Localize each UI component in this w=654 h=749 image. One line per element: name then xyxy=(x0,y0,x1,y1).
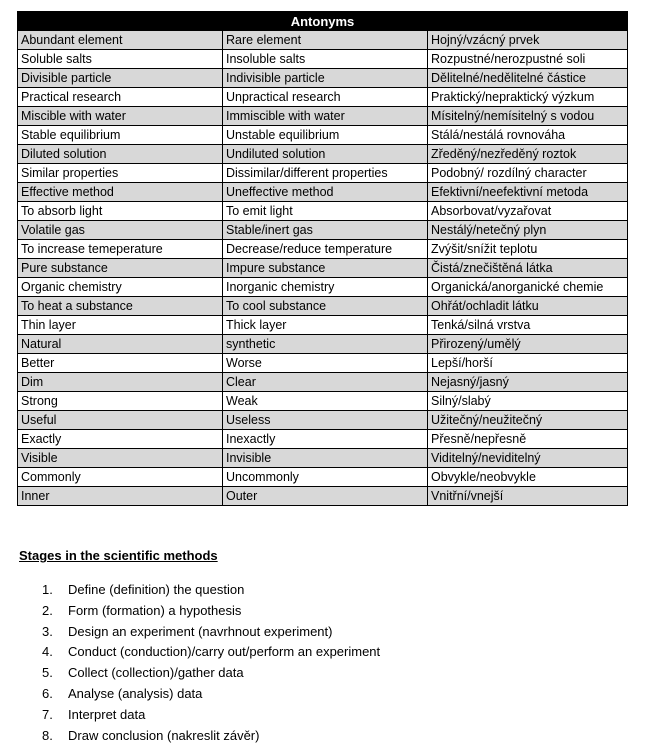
english-antonym-cell: Worse xyxy=(223,354,428,373)
list-item xyxy=(42,642,380,663)
list-item-text: Define (definition) the question xyxy=(68,582,245,597)
list-item-number: 6. xyxy=(42,685,53,701)
english-term-cell: To absorb light xyxy=(18,202,223,221)
english-term-cell: Diluted solution xyxy=(18,145,223,164)
english-term-cell: Inner xyxy=(18,487,223,506)
english-term-cell: Exactly xyxy=(18,430,223,449)
czech-translation-cell: Zvýšit/snížit teplotu xyxy=(428,240,628,259)
table-row xyxy=(18,354,628,373)
czech-translation-cell: Vnitřní/vnejší xyxy=(428,487,628,506)
english-term-cell: To increase temeperature xyxy=(18,240,223,259)
english-term-cell: Divisible particle xyxy=(18,69,223,88)
table-row xyxy=(18,126,628,145)
list-item-number: 3. xyxy=(42,623,53,639)
english-antonym-cell: Weak xyxy=(223,392,428,411)
list-item-number: 8. xyxy=(42,727,53,743)
list-item xyxy=(42,622,380,643)
stages-list xyxy=(42,580,380,746)
czech-translation-cell: Užitečný/neužitečný xyxy=(428,411,628,430)
list-item-text: Conduct (conduction)/carry out/perform an experiment xyxy=(68,644,381,660)
czech-translation-cell: Přesně/nepřesně xyxy=(428,430,628,449)
czech-translation-cell: Dělitelné/nedělitelné částice xyxy=(428,69,628,88)
list-item xyxy=(42,601,380,622)
english-antonym-cell: Unstable equilibrium xyxy=(223,126,428,145)
list-item xyxy=(42,580,380,601)
czech-translation-cell: Nejasný/jasný xyxy=(428,373,628,392)
english-antonym-cell: To emit light xyxy=(223,202,428,221)
table-row xyxy=(18,449,628,468)
table-row xyxy=(18,316,628,335)
list-item xyxy=(42,726,380,747)
list-item-text: Interpret data xyxy=(68,706,146,722)
table-title: Antonyms xyxy=(18,12,628,31)
english-antonym-cell: Inorganic chemistry xyxy=(223,278,428,297)
list-item-text: Collect (collection)/gather data xyxy=(68,665,244,681)
table-row xyxy=(18,221,628,240)
czech-translation-cell: Praktický/nepraktický výzkum xyxy=(428,88,628,107)
english-term-cell: Effective method xyxy=(18,183,223,202)
english-antonym-cell: Uneffective method xyxy=(223,183,428,202)
antonyms-table xyxy=(17,11,628,506)
czech-translation-cell: Mísitelný/nemísitelný s vodou xyxy=(428,107,628,126)
table-row xyxy=(18,373,628,392)
list-item-text: Design an experiment (navrhnout experiment) xyxy=(68,623,333,639)
table-row xyxy=(18,69,628,88)
table-row xyxy=(18,50,628,69)
list-item-text: Analyse (analysis) data xyxy=(68,685,203,701)
table-row xyxy=(18,259,628,278)
english-antonym-cell: Immiscible with water xyxy=(223,107,428,126)
table-row xyxy=(18,487,628,506)
list-item xyxy=(42,684,380,705)
english-antonym-cell: Outer xyxy=(223,487,428,506)
czech-translation-cell: Efektivní/neefektivní metoda xyxy=(428,183,628,202)
list-item-number: 7. xyxy=(42,706,53,722)
czech-translation-cell: Absorbovat/vyzařovat xyxy=(428,202,628,221)
english-term-cell: Soluble salts xyxy=(18,50,223,69)
english-antonym-cell: synthetic xyxy=(223,335,428,354)
list-item-number: 2. xyxy=(42,602,53,618)
table-row xyxy=(18,297,628,316)
table-row xyxy=(18,183,628,202)
english-term-cell: Natural xyxy=(18,335,223,354)
table-row xyxy=(18,240,628,259)
english-term-cell: Similar properties xyxy=(18,164,223,183)
table-row xyxy=(18,392,628,411)
czech-translation-cell: Ohřát/ochladit látku xyxy=(428,297,628,316)
czech-translation-cell: Nestálý/netečný plyn xyxy=(428,221,628,240)
english-antonym-cell: Useless xyxy=(223,411,428,430)
table-row xyxy=(18,430,628,449)
english-antonym-cell: Undiluted solution xyxy=(223,145,428,164)
table-row xyxy=(18,145,628,164)
english-antonym-cell: Clear xyxy=(223,373,428,392)
table-row xyxy=(18,278,628,297)
czech-translation-cell: Organická/anorganické chemie xyxy=(428,278,628,297)
english-term-cell: Miscible with water xyxy=(18,107,223,126)
english-antonym-cell: Inexactly xyxy=(223,430,428,449)
english-term-cell: Useful xyxy=(18,411,223,430)
english-antonym-cell: Impure substance xyxy=(223,259,428,278)
table-row xyxy=(18,411,628,430)
table-row xyxy=(18,335,628,354)
list-item-text: Form (formation) a hypothesis xyxy=(68,602,242,618)
table-row xyxy=(18,31,628,50)
czech-translation-cell: Rozpustné/nerozpustné soli xyxy=(428,50,628,69)
english-term-cell: Commonly xyxy=(18,468,223,487)
english-antonym-cell: Uncommonly xyxy=(223,468,428,487)
english-antonym-cell: Insoluble salts xyxy=(223,50,428,69)
table-body xyxy=(18,31,628,506)
english-term-cell: Better xyxy=(18,354,223,373)
english-term-cell: Strong xyxy=(18,392,223,411)
english-antonym-cell: Dissimilar/different properties xyxy=(223,164,428,183)
list-item xyxy=(42,705,380,726)
english-antonym-cell: Rare element xyxy=(223,31,428,50)
english-antonym-cell: Thick layer xyxy=(223,316,428,335)
list-item-text: Draw conclusion (nakreslit závěr) xyxy=(68,727,260,743)
stages-heading: Stages in the scientific methods xyxy=(19,548,218,563)
czech-translation-cell: Přirozený/umělý xyxy=(428,335,628,354)
czech-translation-cell: Silný/slabý xyxy=(428,392,628,411)
czech-translation-cell: Tenká/silná vrstva xyxy=(428,316,628,335)
english-term-cell: Thin layer xyxy=(18,316,223,335)
english-antonym-cell: Invisible xyxy=(223,449,428,468)
list-item-number: 5. xyxy=(42,665,53,681)
english-antonym-cell: Indivisible particle xyxy=(223,69,428,88)
english-term-cell: Visible xyxy=(18,449,223,468)
table-row xyxy=(18,468,628,487)
english-term-cell: Pure substance xyxy=(18,259,223,278)
english-antonym-cell: Stable/inert gas xyxy=(223,221,428,240)
table-row xyxy=(18,164,628,183)
english-antonym-cell: Decrease/reduce temperature xyxy=(223,240,428,259)
list-item-number: 4. xyxy=(42,644,53,660)
english-term-cell: Dim xyxy=(18,373,223,392)
english-antonym-cell: Unpractical research xyxy=(223,88,428,107)
czech-translation-cell: Viditelný/neviditelný xyxy=(428,449,628,468)
czech-translation-cell: Stálá/nestálá rovnováha xyxy=(428,126,628,145)
english-term-cell: To heat a substance xyxy=(18,297,223,316)
english-term-cell: Practical research xyxy=(18,88,223,107)
czech-translation-cell: Obvykle/neobvykle xyxy=(428,468,628,487)
czech-translation-cell: Hojný/vzácný prvek xyxy=(428,31,628,50)
table-row xyxy=(18,88,628,107)
english-term-cell: Organic chemistry xyxy=(18,278,223,297)
english-term-cell: Abundant element xyxy=(18,31,223,50)
table-row xyxy=(18,107,628,126)
czech-translation-cell: Podobný/ rozdílný character xyxy=(428,164,628,183)
list-item-number: 1. xyxy=(42,582,53,597)
czech-translation-cell: Lepší/horší xyxy=(428,354,628,373)
table-row xyxy=(18,202,628,221)
english-antonym-cell: To cool substance xyxy=(223,297,428,316)
english-term-cell: Volatile gas xyxy=(18,221,223,240)
czech-translation-cell: Zředěný/nezředěný roztok xyxy=(428,145,628,164)
list-item xyxy=(42,663,380,684)
table-header-row xyxy=(18,12,628,31)
english-term-cell: Stable equilibrium xyxy=(18,126,223,145)
czech-translation-cell: Čistá/znečištěná látka xyxy=(428,259,628,278)
